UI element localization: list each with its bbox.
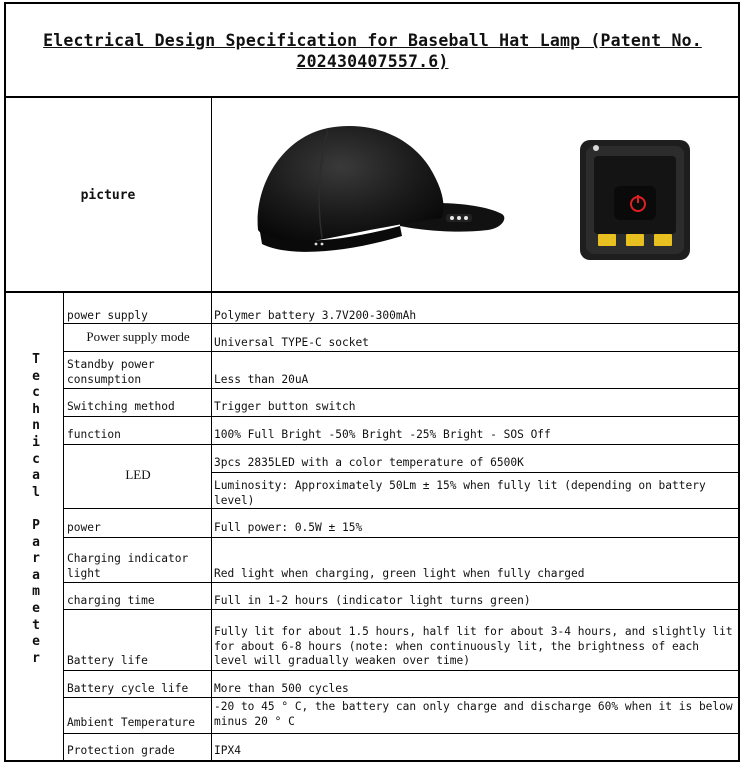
section-label-letter: c [32,451,40,467]
section-label-letter: r [32,551,40,567]
row-value-charging-indicator: Red light when charging, green light when fully charged [214,567,585,580]
row-divider [63,733,739,734]
row-value-power-supply-mode: Universal TYPE-C socket [214,336,369,349]
section-label-letter: m [32,584,40,600]
row-label-charging-indicator: Charging indicator light [67,552,189,580]
row-label-standby-power: Standby power consumption [67,358,155,386]
row-divider [63,388,739,389]
row-value-led: 3pcs 2835LED with a color temperature of 6500K [214,456,524,469]
row-label-power: power [67,521,101,534]
row-label-battery-cycle-life: Battery cycle life [67,682,189,695]
table-border-top [4,2,740,4]
section-label-letter: c [32,385,40,401]
row-divider [63,697,739,698]
picture-label: picture [80,188,136,203]
row-value-power-supply: Polymer battery 3.7V200-300mAh [214,309,417,322]
picture-bottom-border [4,291,740,293]
baseball-hat-image [250,118,512,258]
title-bottom-border [4,96,740,98]
row-label-power-supply-mode: Power supply mode [86,329,190,344]
section-label-letter: i [32,434,40,450]
row-value-battery-life: Fully lit for about 1.5 hours, half lit for about 3-4 hours, and slightly lit for about 6-8 hours (note: when continuously lit, the brightness of each level will gradually weaken over time) [214,625,733,667]
row-divider [63,351,739,352]
row-divider [63,508,739,509]
picture-col-divider [211,97,212,292]
document-title [6,30,739,72]
section-label-letter: e [32,368,40,384]
row-divider [63,609,739,610]
row-divider [63,582,739,583]
row-value-standby-power: Less than 20uA [214,373,309,386]
section-label-letter: a [32,567,40,583]
section-label-letter: n [32,418,40,434]
row-value-power: Full power: 0.5W ± 15% [214,521,363,534]
row-label-battery-life: Battery life [67,654,148,667]
section-label-letter: l [32,484,40,500]
row-label-charging-time: charging time [67,594,155,607]
section-label-letter: t [32,617,40,633]
technical-parameter-label [28,352,44,667]
row-label-led: LED [125,467,151,482]
section-label-letter: e [32,634,40,650]
row-value-luminosity: Luminosity: Approximately 50Lm ± 15% when fully lit (depending on battery level) [214,479,706,507]
row-value-charging-time: Full in 1-2 hours (indicator light turns green) [214,594,531,607]
section-col-divider [63,292,64,762]
row-value-battery-cycle-life: More than 500 cycles [214,682,349,695]
section-label-letter: a [32,534,40,550]
table-border-right [738,2,740,762]
row-divider [211,472,739,473]
row-value-switching-method: Trigger button switch [214,400,356,413]
section-label-letter: a [32,468,40,484]
row-label-protection-grade: Protection grade [67,744,175,757]
row-divider [63,444,739,445]
row-value-protection-grade: IPX4 [214,744,241,757]
section-label-letter: e [32,600,40,616]
table-border-left [4,2,6,762]
row-label-ambient-temperature: Ambient Temperature [67,716,195,729]
section-label-letter: T [32,352,40,367]
section-label-letter: P [32,517,40,533]
row-value-ambient-temperature: -20 to 45 ° C, the battery can only charge and discharge 60% when it is below minus 20 ° C [214,700,733,728]
title-line-1: Electrical Design Specification for Baseball Hat Lamp (Patent No. [43,31,702,50]
row-label-power-supply: power supply [67,309,148,322]
row-divider [63,670,739,671]
row-divider [63,416,739,417]
row-divider [63,537,739,538]
value-col-divider [211,292,212,762]
section-label-letter [28,501,44,518]
row-label-function: function [67,428,121,441]
section-label-letter: r [32,650,40,666]
row-value-function: 100% Full Bright -50% Bright -25% Bright - SOS Off [214,428,551,441]
section-label-letter: h [32,401,40,417]
title-line-2: 202430407557.6) [296,52,449,71]
row-label-switching-method: Switching method [67,400,175,413]
lamp-module-image [578,138,692,262]
